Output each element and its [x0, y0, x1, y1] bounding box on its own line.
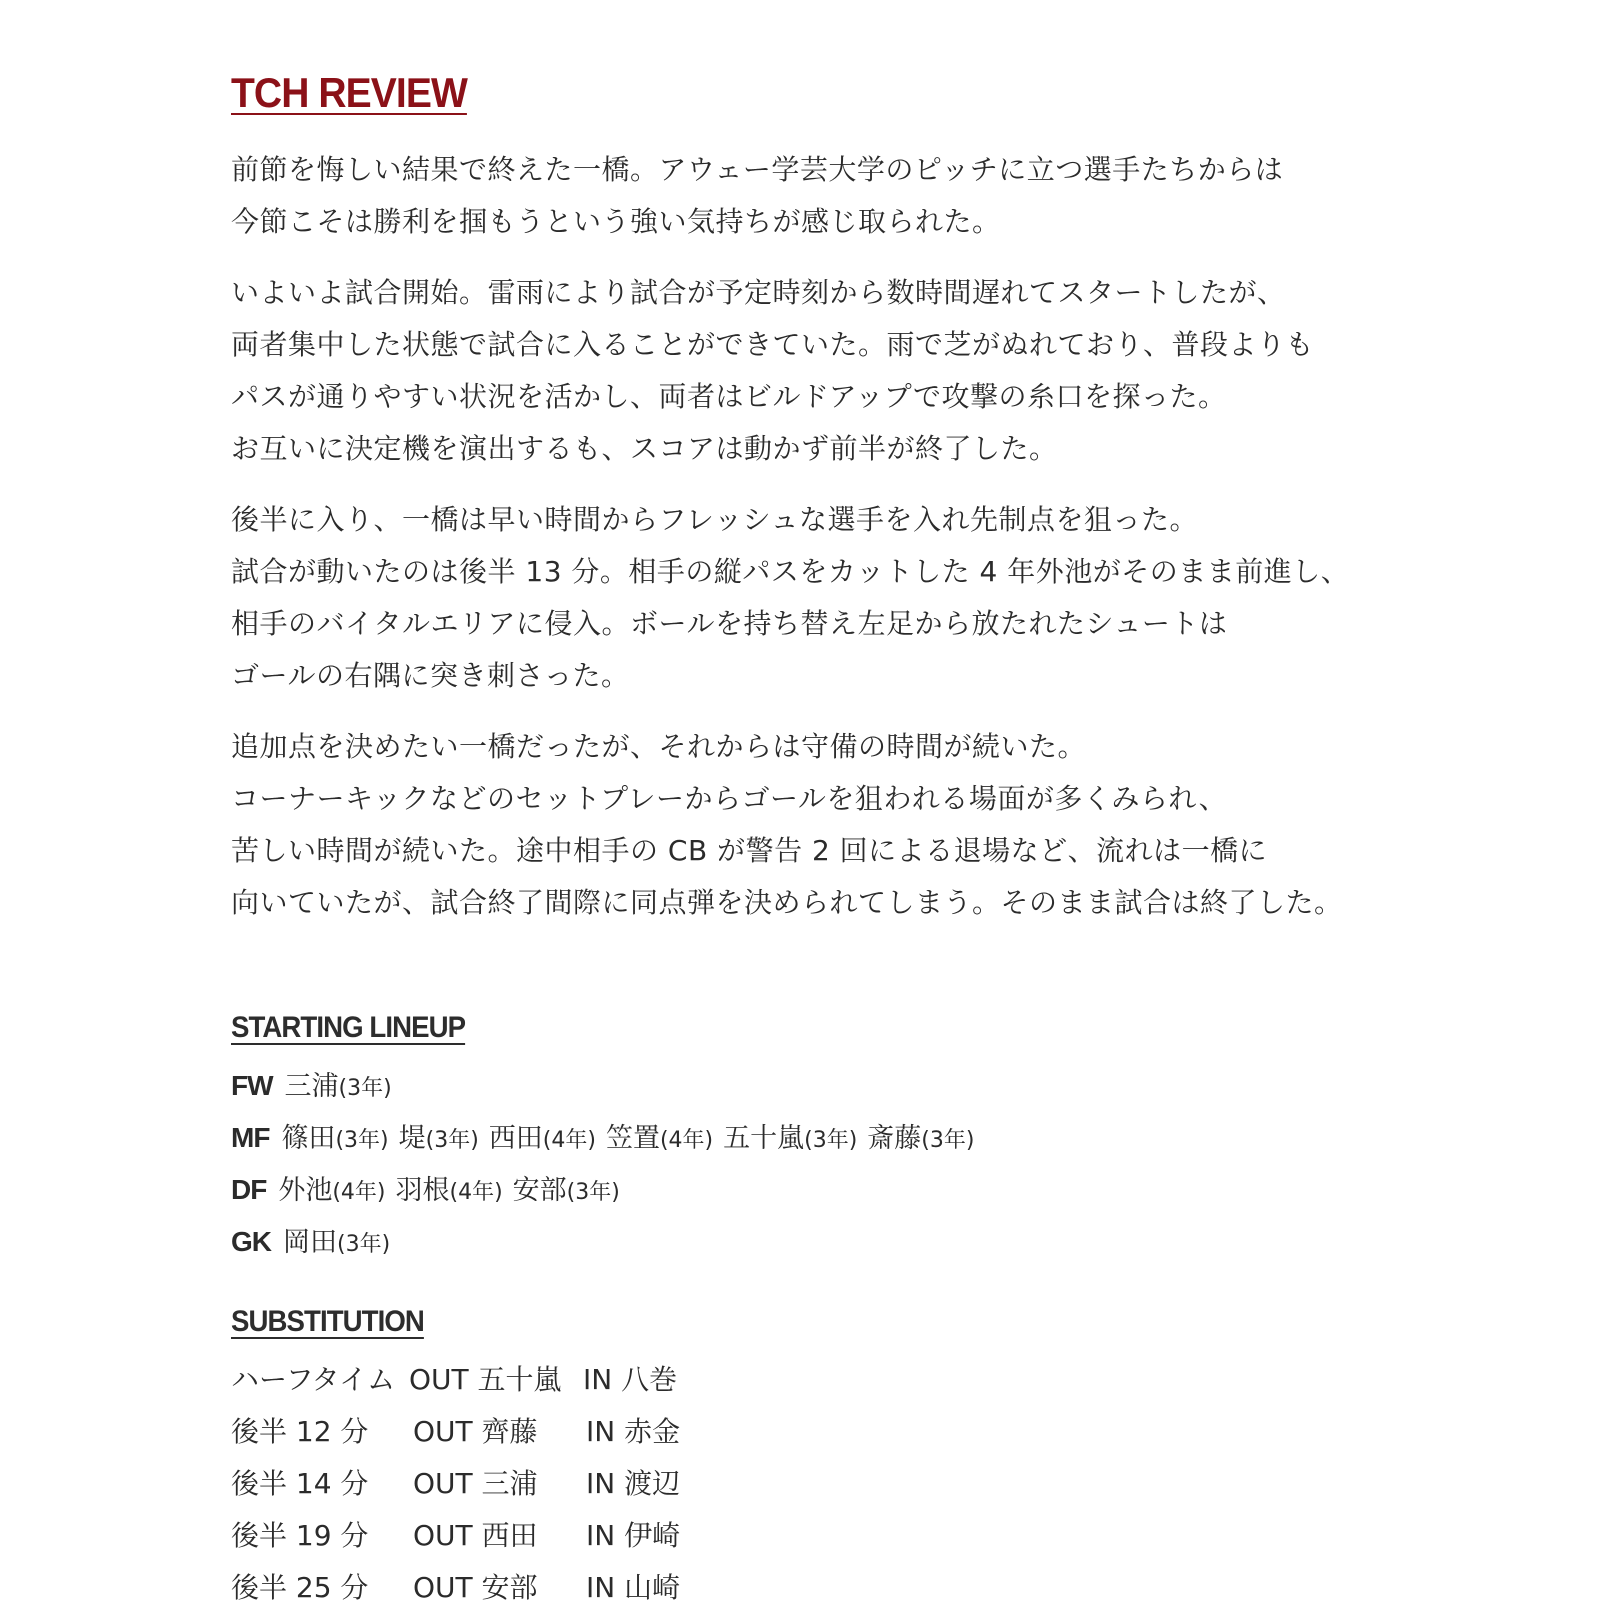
player: [867, 1113, 974, 1167]
player-name: 安部: [512, 1175, 567, 1206]
review-line: お互いに決定機を演出するも、スコアは動かず前半が終了した。: [231, 432, 1058, 465]
player: [606, 1113, 713, 1167]
player-year: (3年): [338, 1076, 392, 1101]
review-line: 向いていたが、試合終了間際に同点弾を決められてしまう。そのまま試合は終了した。: [231, 886, 1343, 919]
player-year: (4年): [659, 1128, 714, 1153]
lineup-row: [231, 1112, 1391, 1164]
substitution-out: OUT 三浦: [413, 1467, 538, 1500]
player: [283, 1217, 390, 1271]
player: [399, 1113, 479, 1167]
review-line: パスが通りやすい状況を活かし、両者はビルドアップで攻撃の糸口を探った。: [231, 380, 1227, 413]
player-year: (3年): [337, 1232, 391, 1257]
substitution-time: 後半 25 分: [231, 1571, 369, 1604]
substitution-in: IN 八巻: [583, 1363, 678, 1396]
player-name: 篠田: [281, 1123, 336, 1154]
player-year: (3年): [921, 1128, 975, 1153]
substitution-in: IN 山崎: [586, 1571, 681, 1604]
review-paragraph: [231, 144, 1391, 248]
player: [489, 1113, 596, 1167]
review-title: TCH REVIEW: [231, 69, 467, 116]
review-line: 両者集中した状態で試合に入ることができていた。雨で芝がぬれており、普段よりも: [231, 328, 1315, 361]
substitution-row: [231, 1510, 1391, 1562]
substitution-row: [231, 1458, 1391, 1510]
review-paragraph: [231, 494, 1391, 702]
player-name: 笠置: [605, 1123, 660, 1154]
review-body: [231, 144, 1391, 929]
lineup-title: STARTING LINEUP: [231, 1011, 466, 1044]
player: [278, 1165, 385, 1219]
substitution-list: [231, 1354, 1391, 1614]
substitution-out: OUT 齊藤: [413, 1415, 538, 1448]
substitution-out: OUT 五十嵐: [409, 1363, 562, 1396]
review-line: コーナーキックなどのセットプレーからゴールを狙われる場面が多くみられ、: [231, 782, 1228, 815]
lineup-row: [231, 1216, 1391, 1268]
substitution-in: IN 伊崎: [586, 1519, 681, 1552]
review-paragraph: [231, 267, 1391, 475]
review-line: 苦しい時間が続いた。途中相手の CB が警告 2 回による退場など、流れは一橋に: [231, 834, 1268, 867]
player-year: (4年): [542, 1128, 596, 1153]
lineup-row: [231, 1164, 1391, 1216]
player-year: (4年): [332, 1180, 386, 1205]
substitution-out: OUT 西田: [413, 1519, 538, 1552]
player-year: (3年): [566, 1180, 620, 1205]
review-line: 追加点を決めたい一橋だったが、それからは守備の時間が続いた。: [231, 730, 1087, 763]
lineup-list: [231, 1060, 1391, 1268]
player-year: (4年): [449, 1180, 503, 1205]
player-name: 岡田: [283, 1227, 337, 1258]
player-year: (3年): [425, 1128, 479, 1153]
position-label: FW: [231, 1070, 273, 1101]
player: [723, 1113, 857, 1167]
review-line: いよいよ試合開始。雷雨により試合が予定時刻から数時間遅れてスタートしたが、: [231, 276, 1286, 309]
article: [231, 66, 1391, 1614]
substitution-row: [231, 1406, 1391, 1458]
lineup-section: [231, 948, 1391, 1268]
player-name: 三浦: [284, 1071, 339, 1102]
player: [513, 1165, 620, 1219]
substitution-row: [231, 1354, 1391, 1406]
review-line: 相手のバイタルエリアに侵入。ボールを持ち替え左足から放たれたシュートは: [231, 607, 1228, 640]
substitution-title: SUBSTITUTION: [231, 1305, 424, 1338]
player-name: 羽根: [395, 1175, 450, 1206]
substitution-time: 後半 14 分: [231, 1467, 369, 1500]
substitution-time: 後半 19 分: [231, 1519, 369, 1552]
position-label: DF: [231, 1174, 267, 1205]
player-name: 斎藤: [867, 1123, 922, 1154]
player: [396, 1165, 503, 1219]
review-line: 今節こそは勝利を掴もうという強い気持ちが感じ取られた。: [231, 205, 1001, 238]
substitution-in: IN 赤金: [586, 1415, 681, 1448]
player-name: 外池: [278, 1175, 333, 1206]
player-year: (3年): [335, 1128, 389, 1153]
substitution-out: OUT 安部: [413, 1571, 538, 1604]
review-paragraph: [231, 721, 1391, 929]
player-name: 西田: [488, 1123, 543, 1154]
review-line: 後半に入り、一橋は早い時間からフレッシュな選手を入れ先制点を狙った。: [231, 503, 1199, 536]
substitution-in: IN 渡辺: [586, 1467, 681, 1500]
position-label: GK: [231, 1226, 271, 1257]
player: [281, 1113, 388, 1167]
review-line: 前節を悔しい結果で終えた一橋。アウェー学芸大学のピッチに立つ選手たちからは: [231, 153, 1284, 186]
review-line: ゴールの右隅に突き刺さった。: [231, 659, 630, 692]
substitution-time: 後半 12 分: [231, 1415, 369, 1448]
substitution-section: [231, 1276, 1391, 1614]
substitution-time: ハーフタイム: [231, 1363, 396, 1396]
player-name: 堤: [398, 1123, 426, 1154]
substitution-row: [231, 1562, 1391, 1614]
lineup-row: [231, 1060, 1391, 1112]
player-name: 五十嵐: [723, 1123, 805, 1154]
player-year: (3年): [804, 1128, 858, 1153]
player: [285, 1061, 392, 1115]
review-line: 試合が動いたのは後半 13 分。相手の縦パスをカットした 4 年外池がそのまま前進し、: [231, 555, 1350, 588]
position-label: MF: [231, 1122, 270, 1153]
